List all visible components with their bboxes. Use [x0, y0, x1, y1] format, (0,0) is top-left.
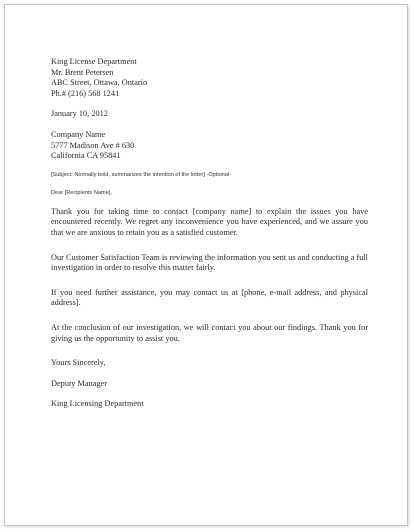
paragraph-4: At the conclusion of our investigation, we will contact you about our findings. Thank you for giving us the opportunity to assist you.: [51, 322, 368, 343]
valediction: Yours Sincerely,: [51, 358, 106, 368]
sender-line-1: King License Department: [51, 57, 137, 66]
recipient-address: [51, 130, 368, 162]
recipient-line-2: 5777 Madison Ave # 630: [51, 140, 135, 150]
letter-date: January 10, 2012: [51, 109, 108, 119]
salutation: Dear [Recipients Name],: [51, 189, 112, 196]
recipient-line-1: Company Name: [51, 129, 106, 139]
paragraph-1: Thank you for taking time to contact [company name] to explain the issues you have encountered recently. We regret any inconvenience you have experienced, and we assure you that we are anxious to retain you as a satisfied customer.: [51, 206, 368, 237]
letter-page: [4, 4, 408, 526]
sender-address: [51, 57, 368, 99]
sender-line-3: ABC Street, Ottawa, Ontario: [51, 78, 148, 88]
signer-department: King Licensing Department: [51, 399, 144, 409]
signer-title: Deputy Manager: [51, 378, 107, 388]
recipient-line-3: California CA 95841: [51, 151, 121, 161]
paragraph-3: If you need further assistance, you may contact us at [phone, e-mail address, and physical address].: [51, 287, 368, 308]
subject-line: [Subject: Normally bold, summarizes the intention of the letter] -Optional-: [51, 171, 232, 178]
closing-block: [51, 358, 368, 410]
letter-body: [51, 57, 368, 410]
sender-line-4: Ph.# (216) 568 1241: [51, 88, 120, 98]
paragraph-2: Our Customer Satisfaction Team is reviewing the information you sent us and conducting a full investigation in order to resolve this matter fairly.: [51, 252, 368, 273]
sender-line-2: Mr. Brent Petersen: [51, 67, 114, 77]
